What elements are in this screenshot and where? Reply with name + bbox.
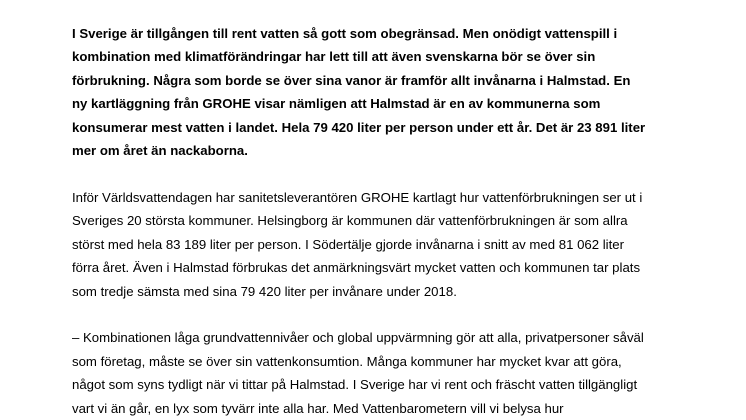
intro-line: kombination med klimatförändringar har lett till att även svenskarna bör se över sin (72, 49, 596, 65)
body-line: förra året. Även i Halmstad förbrukas det anmärkningsvärt mycket vatten och kommunen tar plats (72, 260, 641, 276)
body-line: Sveriges 20 största kommuner. Helsingborg är kommunen där vattenförbrukningen är som allra (72, 213, 628, 229)
intro-paragraph (72, 22, 732, 162)
intro-line: konsumerar mest vatten i landet. Hela 79 420 liter per person under ett år. Det är 23 891 liter (72, 119, 646, 135)
body-line: störst med hela 83 189 liter per person. I Södertälje gjorde invånarna i snitt av med 81 062 liter (72, 236, 624, 252)
document-page (72, 22, 732, 420)
body-line: som tredje sämsta med sina 79 420 liter per invånare under 2018. (72, 283, 457, 299)
intro-line: I Sverige är tillgången till rent vatten så gott som obegränsad. Men onödigt vattenspill i (72, 26, 618, 41)
paragraph-spacer (72, 303, 732, 327)
quote-line: vart vi än går, en lyx som tyvärr inte alla har. Med Vattenbarometern vill vi belysa hur (72, 400, 564, 416)
quote-line: något som syns tydligt när vi tittar på Halmstad. I Sverige har vi rent och fräscht vatten tillgängligt (72, 377, 638, 393)
quote-line: – Kombinationen låga grundvattennivåer och global uppvärmning gör att alla, privatpersoner såväl (72, 330, 644, 346)
body-line: Inför Världsvattendagen har sanitetsleverantören GROHE kartlagt hur vattenförbrukningen ser ut i (72, 189, 643, 205)
paragraph-spacer (72, 162, 732, 186)
intro-line: mer om året än nackaborna. (72, 142, 248, 158)
intro-line: förbrukning. Några som borde se över sina vanor är framför allt invånarna i Halmstad. En (72, 72, 631, 88)
quote-line: som företag, måste se över sin vattenkonsumtion. Många kommuner har mycket kvar att göra, (72, 353, 622, 369)
intro-line: ny kartläggning från GROHE visar nämligen att Halmstad är en av kommunerna som (72, 96, 601, 112)
body-paragraph (72, 186, 732, 303)
quote-paragraph (72, 326, 732, 420)
